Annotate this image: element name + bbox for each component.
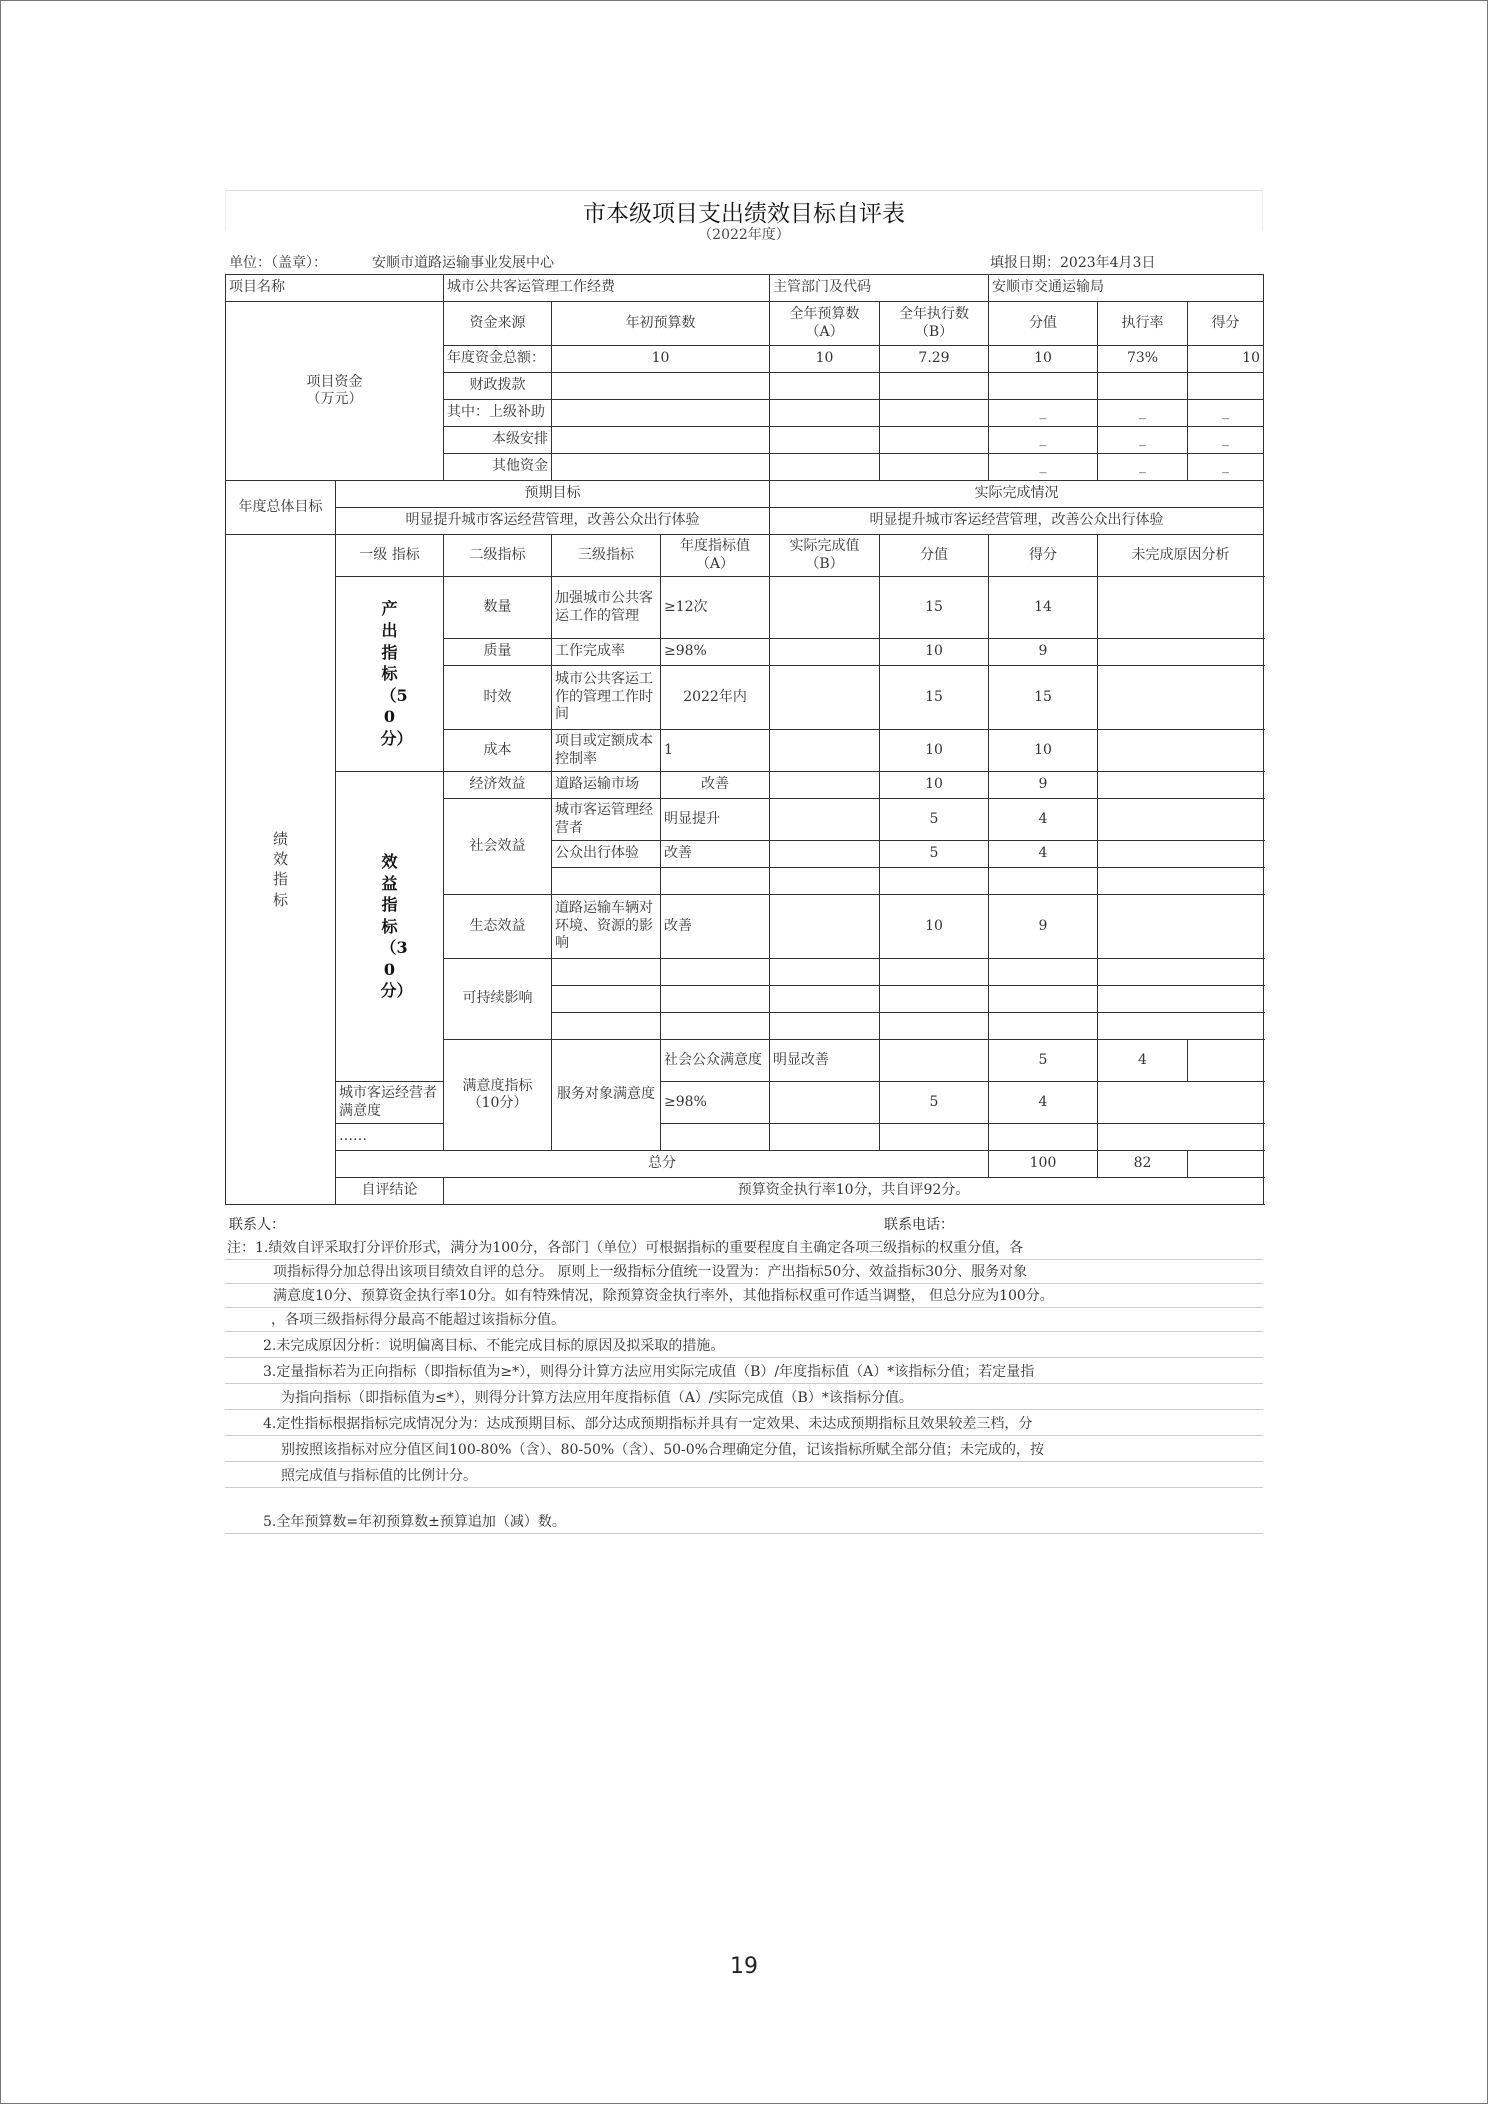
indicator-score: 14 (989, 577, 1098, 639)
indicator-value: 15 (880, 577, 989, 639)
funds-rate (1098, 373, 1188, 400)
satisfaction-indicator-cell (444, 1040, 552, 1151)
indicator-target: 1 (661, 730, 770, 772)
funds-value (989, 373, 1098, 400)
indicators-header-score: 得分 (989, 535, 1098, 577)
annual-goal-expected-header: 预期目标 (336, 481, 770, 508)
dept-label: 主管部门及代码 (770, 275, 989, 302)
indicator-score (989, 959, 1098, 986)
indicator-target: 改善 (661, 772, 770, 799)
page-subtitle: （2022年度） (698, 227, 790, 243)
indicator-actual (770, 730, 880, 772)
indicator-row (226, 1124, 1264, 1151)
indicator-target (661, 1013, 770, 1040)
funds-header-row (226, 302, 1264, 346)
indicator-level3 (552, 986, 661, 1013)
indicator-actual (770, 639, 880, 666)
indicator-level2: 社会效益 (444, 799, 552, 895)
dept-value: 安顺市交通运输局 (989, 275, 1264, 302)
unit-value: 安顺市道路运输事业发展中心 (372, 255, 554, 271)
indicator-level3: 道路运输车辆对环境、资源的影响 (552, 895, 661, 959)
indicator-reason (1098, 986, 1264, 1013)
funds-a (770, 400, 880, 427)
indicator-level2: 经济效益 (444, 772, 552, 799)
indicator-value: 5 (989, 1040, 1098, 1082)
funds-initial (552, 454, 770, 481)
indicator-value (880, 868, 989, 895)
indicators-header-level3: 三级指标 (552, 535, 661, 577)
funds-header-score: 得分 (1188, 302, 1264, 346)
funds-score: _ (1188, 400, 1264, 427)
funds-initial (552, 400, 770, 427)
indicator-level3: 城市客运经营者满意度 (336, 1082, 444, 1124)
indicator-reason (1098, 1124, 1264, 1151)
indicator-target: 2022年内 (661, 666, 770, 730)
indicator-level2: 时效 (444, 666, 552, 730)
indicator-level3: 社会公众满意度 (661, 1040, 770, 1082)
funds-source: 本级安排 (444, 427, 552, 454)
funds-b (880, 454, 989, 481)
indicator-actual (770, 1124, 880, 1151)
indicator-level2: 成本 (444, 730, 552, 772)
indicator-target: 改善 (661, 895, 770, 959)
funds-initial (552, 427, 770, 454)
indicator-actual (880, 1040, 989, 1082)
note-line: 2.未完成原因分析：说明偏离目标、不能完成目标的原因及拟采取的措施。 (225, 1334, 1263, 1358)
indicator-value: 5 (880, 1082, 989, 1124)
indicator-actual (770, 666, 880, 730)
indicator-reason (1098, 730, 1264, 772)
funds-score: 10 (1188, 346, 1264, 373)
project-name-label: 项目名称 (226, 275, 444, 302)
total-value: 100 (989, 1151, 1098, 1178)
funds-header-a (770, 302, 880, 346)
indicator-row (226, 1082, 1264, 1124)
indicator-actual (770, 868, 880, 895)
indicator-score: 4 (989, 841, 1098, 868)
funds-header-b (880, 302, 989, 346)
funds-header-value: 分值 (989, 302, 1098, 346)
indicator-actual (770, 959, 880, 986)
funds-b (880, 400, 989, 427)
indicator-actual (770, 772, 880, 799)
indicator-level2: 数量 (444, 577, 552, 639)
contact-phone: 联系电话： (884, 1217, 954, 1233)
indicator-score (989, 868, 1098, 895)
indicator-level2: 服务对象满意度 (552, 1040, 661, 1151)
indicator-target (661, 986, 770, 1013)
total-label: 总分 (336, 1151, 989, 1178)
note-line: 5.全年预算数=年初预算数±预算追加（减）数。 (225, 1510, 1263, 1534)
funds-label: 项目资金 (306, 373, 363, 390)
contact-person: 联系人： (229, 1217, 285, 1233)
indicator-reason (1098, 868, 1264, 895)
indicator-score: 15 (989, 666, 1098, 730)
note-line: 别按照该指标对应分值区间100-80%（含）、80-50%（含）、50-0%合理确定分值，记该指标所赋全部分值；未完成的，按 (225, 1438, 1263, 1462)
funds-rate: _ (1098, 427, 1188, 454)
fill-date: 填报日期：2023年4月3日 (990, 255, 1156, 271)
funds-a (770, 454, 880, 481)
indicator-level3: 公众出行体验 (552, 841, 661, 868)
funds-b: 7.29 (880, 346, 989, 373)
indicator-target (661, 868, 770, 895)
indicator-value: 5 (880, 799, 989, 841)
total-score: 82 (1098, 1151, 1188, 1178)
annual-goal-actual: 明显提升城市客运经营管理，改善公众出行体验 (770, 508, 1264, 535)
project-name-row (226, 275, 1264, 302)
indicator-target (661, 1124, 770, 1151)
indicator-reason (1098, 577, 1264, 639)
funds-rate: _ (1098, 454, 1188, 481)
indicators-header-level1: 一级 指标 (336, 535, 444, 577)
indicators-label: 绩效指标 (272, 829, 288, 909)
funds-score: _ (1188, 427, 1264, 454)
indicators-header-reason: 未完成原因分析 (1098, 535, 1264, 577)
indicator-reason (1098, 799, 1264, 841)
funds-unit: （万元） (306, 391, 363, 407)
annual-goal-label: 年度总体目标 (226, 481, 336, 535)
indicator-target: ≥98% (661, 639, 770, 666)
output-indicator-label: 产出指标（50分） (380, 599, 413, 748)
funds-source: 其中：上级补助 (444, 400, 552, 427)
indicator-value: 10 (880, 639, 989, 666)
annual-goal-actual-header: 实际完成情况 (770, 481, 1264, 508)
indicator-actual (770, 841, 880, 868)
indicator-level2: 生态效益 (444, 895, 552, 959)
note-line: 照完成值与指标值的比例计分。 (225, 1464, 1263, 1488)
annual-goal-expected: 明显提升城市客运经营管理，改善公众出行体验 (336, 508, 770, 535)
note-line: ，各项三级指标得分最高不能超过该指标分值。 (225, 1308, 1263, 1332)
indicators-header-target-line1: 年度指标值 (680, 538, 750, 554)
conclusion-text: 预算资金执行率10分，共自评92分。 (444, 1178, 1264, 1205)
annual-goal-header-row (226, 481, 1264, 508)
conclusion-label: 自评结论 (336, 1178, 444, 1205)
funds-header-source: 资金来源 (444, 302, 552, 346)
indicator-score (989, 986, 1098, 1013)
funds-score: _ (1188, 454, 1264, 481)
indicator-level3: 城市公共客运工作的管理工作时间 (552, 666, 661, 730)
benefit-indicator-label: 效益指标（30分） (380, 851, 413, 1001)
indicator-score: 9 (989, 895, 1098, 959)
satisfaction-indicator-sub: （10分） (467, 1095, 528, 1111)
indicator-level3 (552, 1013, 661, 1040)
conclusion-row (226, 1178, 1264, 1205)
note-line: 为指向指标（即指标值为≤*），则得分计算方法应用年度指标值（A）/实际完成值（B）*该指标分值。 (225, 1386, 1263, 1410)
funds-value: _ (989, 400, 1098, 427)
indicator-reason (1098, 841, 1264, 868)
indicator-score: 4 (989, 799, 1098, 841)
indicator-score (989, 1124, 1098, 1151)
indicator-target: 明显改善 (770, 1040, 880, 1082)
note-line: 项指标得分加总得出该项目绩效自评的总分。 原则上一级指标分值统一设置为：产出指标50分、效益指标30分、服务对象 (225, 1260, 1263, 1284)
funds-source: 其他资金 (444, 454, 552, 481)
indicator-value: 10 (880, 895, 989, 959)
indicator-reason (1098, 666, 1264, 730)
indicator-actual (770, 986, 880, 1013)
indicator-reason (1098, 959, 1264, 986)
indicator-value: 5 (880, 841, 989, 868)
indicator-actual (770, 1082, 880, 1124)
indicator-value (880, 986, 989, 1013)
indicator-level3: 城市客运管理经营者 (552, 799, 661, 841)
benefit-indicator-cell (336, 772, 444, 1082)
funds-rate: 73% (1098, 346, 1188, 373)
indicators-header-target-line2: （A） (695, 555, 735, 572)
funds-source: 财政拨款 (444, 373, 552, 400)
indicators-header-actual-line2: （B） (805, 555, 844, 572)
indicator-target (661, 959, 770, 986)
indicator-target: ≥12次 (661, 577, 770, 639)
page-title: 市本级项目支出绩效目标自评表 (225, 190, 1263, 230)
indicator-level3: …… (336, 1124, 444, 1151)
funds-score (1188, 373, 1264, 400)
note-line: 满意度10分、预算资金执行率10分。如有特殊情况，除预算资金执行率外，其他指标权重可作适当调整， 但总分应为100分。 (225, 1284, 1263, 1308)
indicator-target: 明显提升 (661, 799, 770, 841)
funds-value: _ (989, 427, 1098, 454)
note-line: 注：1.绩效自评采取打分评价形式，满分为100分，各部门（单位）可根据指标的重要程度自主确定各项三级指标的权重分值，各 (225, 1236, 1263, 1260)
indicator-level2: 可持续影响 (444, 959, 552, 1040)
funds-b (880, 427, 989, 454)
funds-rate: _ (1098, 400, 1188, 427)
funds-a (770, 373, 880, 400)
indicator-reason (1098, 1013, 1264, 1040)
indicator-score: 9 (989, 772, 1098, 799)
indicators-header-actual-line1: 实际完成值 (789, 538, 860, 554)
funds-header-b-line2: （B） (914, 323, 954, 340)
indicator-reason (1098, 639, 1264, 666)
indicators-header-level2: 二级指标 (444, 535, 552, 577)
project-name-value: 城市公共客运管理工作经费 (444, 275, 770, 302)
indicator-level3: 工作完成率 (552, 639, 661, 666)
indicator-score: 9 (989, 639, 1098, 666)
indicators-header-row (226, 535, 1264, 577)
indicators-header-target (661, 535, 770, 577)
unit-label: 单位：（盖章）： (229, 255, 327, 271)
indicator-score (989, 1013, 1098, 1040)
indicator-level3: 项目或定额成本控制率 (552, 730, 661, 772)
indicator-level3: 道路运输市场 (552, 772, 661, 799)
note-line: 4.定性指标根据指标完成情况分为：达成预期目标、部分达成预期指标并具有一定效果、未达成预期指标且效果较差三档，分 (225, 1412, 1263, 1436)
indicator-value: 15 (880, 666, 989, 730)
note-line: 3.定量指标若为正向指标（即指标值为≥*），则得分计算方法应用实际完成值（B）/年度指标值（A）*该指标分值；若定量指 (225, 1360, 1263, 1384)
funds-a (770, 427, 880, 454)
funds-header-a-line2: （A） (805, 323, 844, 340)
page-number: 19 (730, 1954, 758, 1979)
indicators-header-actual (770, 535, 880, 577)
indicator-actual (770, 895, 880, 959)
funds-b (880, 373, 989, 400)
funds-value: 10 (989, 346, 1098, 373)
indicator-value (880, 1013, 989, 1040)
indicator-value (880, 1124, 989, 1151)
funds-source: 年度资金总额： (444, 346, 552, 373)
funds-value: _ (989, 454, 1098, 481)
funds-header-a-line1: 全年预算数 (789, 306, 860, 322)
indicator-target: 改善 (661, 841, 770, 868)
indicators-label-cell (226, 535, 336, 1205)
funds-header-b-line1: 全年执行数 (899, 306, 970, 322)
self-evaluation-table (225, 274, 1264, 1205)
indicator-target: ≥98% (661, 1082, 770, 1124)
funds-header-initial: 年初预算数 (552, 302, 770, 346)
indicator-value (880, 959, 989, 986)
indicator-value: 10 (880, 772, 989, 799)
indicator-score: 4 (989, 1082, 1098, 1124)
indicator-row (226, 577, 1264, 639)
indicator-value: 10 (880, 730, 989, 772)
indicator-level2: 质量 (444, 639, 552, 666)
indicator-score: 4 (1098, 1040, 1188, 1082)
indicator-actual (770, 577, 880, 639)
indicator-actual (770, 1013, 880, 1040)
funds-header-rate: 执行率 (1098, 302, 1188, 346)
indicator-reason (1098, 772, 1264, 799)
annual-goal-row (226, 508, 1264, 535)
indicator-reason (1098, 1082, 1264, 1124)
output-indicator-cell (336, 577, 444, 772)
total-reason (1188, 1151, 1264, 1178)
indicators-header-value: 分值 (880, 535, 989, 577)
satisfaction-indicator-label: 满意度指标 (462, 1077, 533, 1094)
funds-initial (552, 373, 770, 400)
indicator-actual (770, 799, 880, 841)
indicator-score: 10 (989, 730, 1098, 772)
indicator-level3 (552, 868, 661, 895)
indicator-row (226, 772, 1264, 799)
funds-label-cell (226, 302, 444, 481)
total-row (226, 1151, 1264, 1178)
indicator-reason (1098, 895, 1264, 959)
indicator-level3: 加强城市公共客运工作的管理 (552, 577, 661, 639)
indicator-reason (1188, 1040, 1264, 1082)
funds-initial: 10 (552, 346, 770, 373)
funds-a: 10 (770, 346, 880, 373)
indicator-level3 (552, 959, 661, 986)
